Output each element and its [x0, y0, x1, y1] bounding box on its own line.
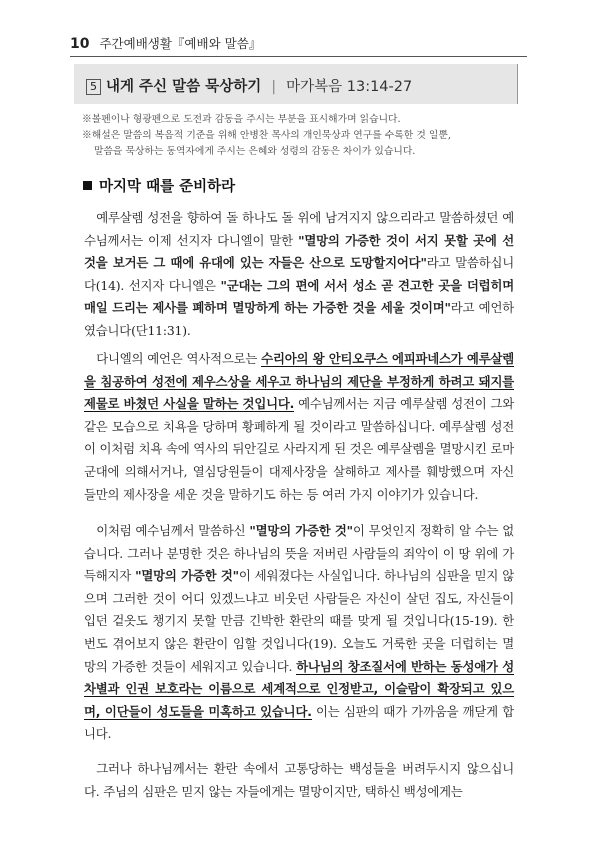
p3-text-2: 이 무엇인지 정확히 알 수는 없습니다. 그러나 분명한 것은 하나님의 뜻을 저버린 사람들의 죄악이 이 땅 위에 가득해지자 [84, 523, 515, 584]
book-title: 주간예배생활『예배와 말씀』 [99, 36, 262, 51]
p1-text-3: 라고 예언하였습니다(단11:31). [84, 300, 514, 338]
header-divider [70, 56, 527, 57]
p3-text-4: 이는 심판의 때가 가까움을 깨닫게 합니다. [84, 703, 514, 742]
reading-notes [82, 112, 522, 160]
page-number: 10 [70, 36, 90, 52]
section-title-box [74, 64, 518, 104]
paragraph-2 [84, 348, 514, 506]
p3-text-3: 이 세워졌다는 사실입니다. 하나님의 심판을 믿지 않으며 그러한 것이 어디 있겠느냐고 비웃던 사람들은 자신이 살던 집도, 자신들이 입던 겉옷도 챙기지 못할 만큼 긴박한 환란의 때를 맞게 될 것입니다(15-19). 한 번도 겪어보지 않은 환란이 임할 것입니다(19). 오늘도 거룩한 곳을 더럽히는 멸망의 가증한 것들이 세워지고 있습니다. [84, 568, 514, 674]
p3-quote-1: "멸망의 가증한 것" [249, 523, 353, 538]
p3-quote-2: "멸망의 가증한 것" [135, 568, 239, 584]
scripture-reference: 마가복음 13:14-27 [286, 79, 413, 95]
title-divider: | [271, 79, 277, 95]
section-heading-text: 마지막 때를 준비하라 [99, 179, 236, 195]
paragraph-1 [84, 207, 514, 343]
p1-quote-1: "멸망의 가증한 것이 서지 못할 곳에 선 것을 보거든 그 때에 유대에 있는 자들은 산으로 도망할지어다" [84, 232, 514, 271]
section-heading [83, 175, 235, 196]
note-1: ※볼펜이나 형광펜으로 도전과 감동을 주시는 부분을 표시해가며 읽습니다. [82, 114, 401, 125]
note-2: ※해설은 말씀의 복음적 기준을 위해 안병찬 목사의 개인묵상과 연구를 수록한 것 일뿐, [82, 130, 451, 141]
p2-text-2: 예수님께서는 지금 예루살렘 성전이 그와 같은 모습으로 치욕을 당하며 황폐하게 될 것이라고 말씀하십니다. 예루살렘 성전이 이처럼 치욕 속에 역사의 뒤안길로 사라지게 된 것은 예루살렘을 멸망시킨 로마 군대에 의해서거나, 열심당원들이 대제사장을 살해하고 제사를 훼방했으며 자신들만의 제사장을 세운 것을 말하기도 하는 등 여러 가지 이야기가 있습니다. [84, 396, 514, 502]
square-bullet-icon [83, 181, 92, 190]
p2-text-1: 다니엘의 예언은 역사적으로는 [96, 351, 262, 366]
p3-underlined-1: 하나님의 창조질서에 반하는 동성애가 성차별과 인권 보호라는 이름으로 세계적으로 인정받고, 이슬람이 확장되고 있으며, 이단들이 성도들을 미혹하고 있습니다. [84, 658, 514, 719]
p1-text-1: 예루살렘 성전을 향하여 돌 하나도 돌 위에 남겨지지 않으리라고 말씀하셨던 예수님께서는 이제 선지자 다니엘이 말한 [84, 210, 514, 248]
p3-text-1: 이처럼 예수님께서 말씀하신 [96, 523, 250, 538]
p4-text-1: 그러나 하나님께서는 환란 속에서 고통당하는 백성들을 버려두시지 않으십니다. 주님의 심판은 믿지 않는 자들에게는 멸망이지만, 택하신 백성에게는 [84, 761, 514, 799]
p1-text-2: 라고 말씀하십니다(14). 선지자 다니엘은 [84, 255, 515, 293]
p1-quote-2: "군대는 그의 편에 서서 성소 곧 견고한 곳을 더럽히며 매일 드리는 제사를 폐하며 멸망하게 하는 가증한 것을 세울 것이며" [84, 277, 514, 316]
p2-underlined-1: 수리아의 왕 안티오쿠스 에피파네스가 예루살렘을 침공하여 성전에 제우스상을 세우고 하나님의 제단을 부정하게 하려고 돼지를 제물로 바쳤던 사실을 말하는 것입니다. [84, 351, 515, 412]
paragraph-3 [84, 520, 514, 746]
section-number: 5 [86, 79, 101, 95]
running-header [70, 34, 261, 52]
paragraph-4 [84, 758, 514, 803]
section-title: 내게 주신 말씀 묵상하기 [106, 79, 262, 95]
note-2-continued: 말씀을 묵상하는 동역자에게 주시는 은혜와 성령의 감동은 차이가 있습니다. [94, 146, 416, 157]
